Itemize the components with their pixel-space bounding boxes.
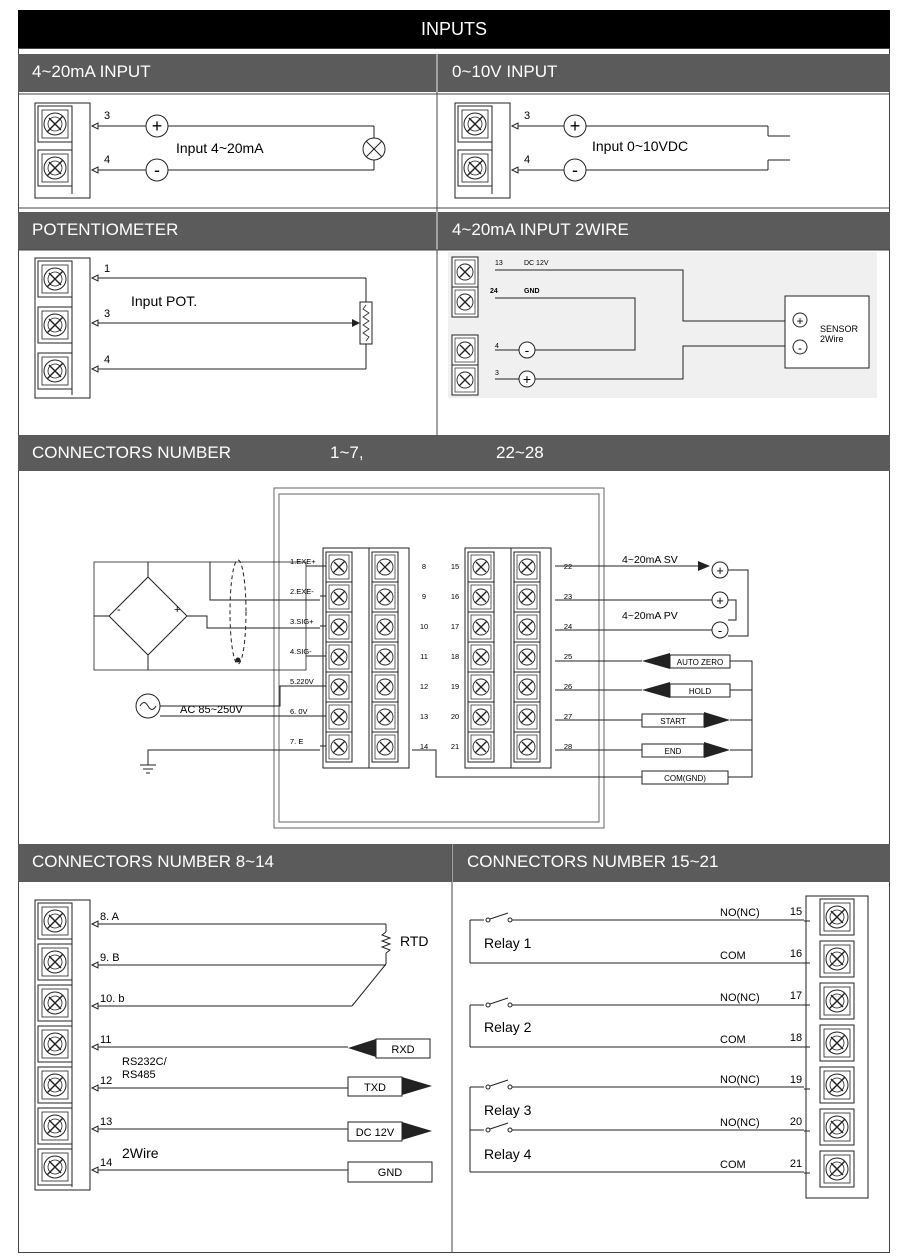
- svg-text:-: -: [717, 623, 723, 638]
- main-left-label: 2.EXE-: [290, 587, 314, 596]
- c1521-num: 18: [789, 1032, 803, 1044]
- page-title: INPUTS: [18, 10, 890, 48]
- main-right-num: 27: [563, 712, 573, 721]
- main-auto-zero: AUTO ZERO: [676, 658, 724, 667]
- main-col3-num: 18: [450, 652, 460, 661]
- c814-term-label: 14: [100, 1157, 113, 1169]
- main-col2-num: 12: [419, 682, 429, 691]
- relay-com-label: COM: [720, 950, 746, 962]
- svg-text:-: -: [117, 604, 121, 616]
- header-4-20ma-2wire: 4~20mA INPUT 2WIRE: [438, 212, 890, 250]
- c814-term-label: 8. A: [100, 911, 119, 923]
- main-col2-num: 10: [419, 622, 429, 631]
- main-col3-num: 16: [450, 592, 460, 601]
- header-4-20ma-input: 4~20mA INPUT: [18, 54, 436, 92]
- svg-text:-: -: [572, 160, 578, 180]
- header-0-10v-input: 0~10V INPUT: [438, 54, 890, 92]
- ma-2wire-diagram: [448, 252, 877, 398]
- v-input-diagram: [455, 103, 790, 198]
- main-right-num: 24: [563, 622, 573, 631]
- main-hold: HOLD: [688, 687, 712, 696]
- main-left-label: 6. 0V: [290, 707, 308, 716]
- main-left-label: 1.EXE+: [290, 557, 316, 566]
- svg-text:+: +: [174, 604, 181, 616]
- header-potentiometer: POTENTIOMETER: [18, 212, 436, 250]
- pot-t1: 1: [104, 263, 111, 275]
- main-col2-num: 11: [420, 652, 428, 661]
- ma-input-diagram: [35, 103, 385, 198]
- main-col3-num: 21: [450, 742, 460, 751]
- w2-t3: 3: [495, 370, 499, 377]
- main-start: START: [660, 717, 686, 726]
- main-col3-num: 20: [450, 712, 460, 721]
- svg-text:-: -: [798, 341, 802, 355]
- main-col3-num: 15: [450, 562, 460, 571]
- svg-text:+: +: [796, 314, 804, 328]
- conn-1-7-title: CONNECTORS NUMBER: [32, 443, 231, 462]
- w2-t24: 24: [490, 288, 498, 295]
- c814-txd: TXD: [364, 1082, 386, 1094]
- w2-dc: DC 12V: [524, 260, 549, 267]
- w2-sensor-2wire: 2Wire: [820, 334, 844, 344]
- c814-rxd: RXD: [391, 1044, 415, 1056]
- main-sv: 4~20mA SV: [622, 554, 678, 566]
- c814-dc12: DC 12V: [355, 1127, 395, 1139]
- c814-term-label: 11: [100, 1034, 112, 1046]
- header-connectors-8-14: CONNECTORS NUMBER 8~14: [18, 844, 452, 882]
- main-left-label: 4.SIG-: [290, 647, 312, 656]
- relay-no-label: NO(NC): [720, 1117, 760, 1129]
- main-left-label: 3.SIG+: [290, 617, 314, 626]
- svg-text:+: +: [716, 563, 724, 578]
- main-left-label: 5.220V: [290, 677, 314, 686]
- v-input-label: Input 0~10VDC: [592, 138, 689, 154]
- c1521-num: 16: [789, 948, 803, 960]
- pot-t3: 3: [104, 308, 111, 320]
- main-right-num: 28: [563, 742, 573, 751]
- c814-rs-b: RS485: [122, 1069, 156, 1081]
- pot-label: Input POT.: [131, 293, 198, 309]
- svg-text:+: +: [569, 116, 581, 136]
- relay-com-label: COM: [720, 1034, 746, 1046]
- main-connectors-diagram: [94, 488, 752, 828]
- relay-no-label: NO(NC): [720, 992, 760, 1004]
- ma-t3: 3: [104, 110, 111, 122]
- ma-t4: 4: [104, 154, 111, 166]
- relay-1: Relay 1: [484, 935, 532, 951]
- v-t3: 3: [524, 110, 531, 122]
- main-right-num: 25: [563, 652, 573, 661]
- connectors-8-14-diagram: [35, 900, 432, 1190]
- svg-text:+: +: [716, 593, 724, 608]
- main-col3-num: 19: [450, 682, 460, 691]
- pot-diagram: [35, 258, 372, 398]
- main-col2-num: 9: [421, 592, 427, 601]
- main-right-num: 22: [563, 562, 573, 571]
- connectors-15-21-diagram: [470, 896, 868, 1198]
- relay-4: Relay 4: [484, 1146, 532, 1162]
- c814-rs-a: RS232C/: [122, 1056, 167, 1068]
- conn-1-7-range-a: 1~7,: [330, 443, 364, 462]
- relay-2: Relay 2: [484, 1019, 532, 1035]
- svg-text:+: +: [151, 116, 163, 136]
- main-right-num: 23: [563, 592, 573, 601]
- main-com-gnd: COM(GND): [664, 774, 706, 783]
- c1521-num: 15: [789, 906, 803, 918]
- main-col2-num: 14: [419, 742, 429, 751]
- c1521-num: 17: [789, 990, 803, 1002]
- ma-input-label: Input 4~20mA: [176, 140, 264, 156]
- v-t4: 4: [524, 154, 531, 166]
- w2-sensor: SENSOR: [820, 324, 859, 334]
- c814-term-label: 12: [100, 1075, 113, 1087]
- relay-no-label: NO(NC): [720, 1074, 760, 1086]
- c1521-num: 19: [789, 1074, 803, 1086]
- w2-gnd: GND: [524, 288, 540, 295]
- main-left-label: 7. E: [290, 737, 304, 746]
- c814-term-label: 13: [100, 1116, 113, 1128]
- pot-t4: 4: [104, 354, 111, 366]
- relay-3: Relay 3: [484, 1102, 532, 1118]
- c814-2wire: 2Wire: [122, 1145, 159, 1161]
- main-pv: 4~20mA PV: [622, 610, 678, 622]
- c814-rtd: RTD: [400, 933, 429, 949]
- w2-t4: 4: [495, 343, 499, 350]
- c814-term-label: 10. b: [100, 993, 125, 1005]
- svg-text:-: -: [524, 342, 530, 358]
- main-col3-num: 17: [450, 622, 460, 631]
- c814-term-label: 9. B: [100, 952, 120, 964]
- c814-gnd: GND: [377, 1167, 403, 1179]
- conn-1-7-range-b: 22~28: [496, 443, 544, 462]
- w2-t13: 13: [495, 260, 503, 267]
- svg-text:-: -: [154, 160, 160, 180]
- main-ac: AC 85~250V: [180, 704, 243, 716]
- c1521-num: 21: [789, 1158, 803, 1170]
- header-connectors-15-21: CONNECTORS NUMBER 15~21: [453, 844, 890, 882]
- relay-com-label: COM: [720, 1159, 746, 1171]
- svg-text:+: +: [522, 371, 532, 387]
- relay-no-label: NO(NC): [720, 907, 760, 919]
- main-col2-num: 13: [419, 712, 429, 721]
- main-right-num: 26: [563, 682, 573, 691]
- main-col2-num: 8: [421, 562, 427, 571]
- c1521-num: 20: [789, 1116, 803, 1128]
- main-end: END: [664, 747, 682, 756]
